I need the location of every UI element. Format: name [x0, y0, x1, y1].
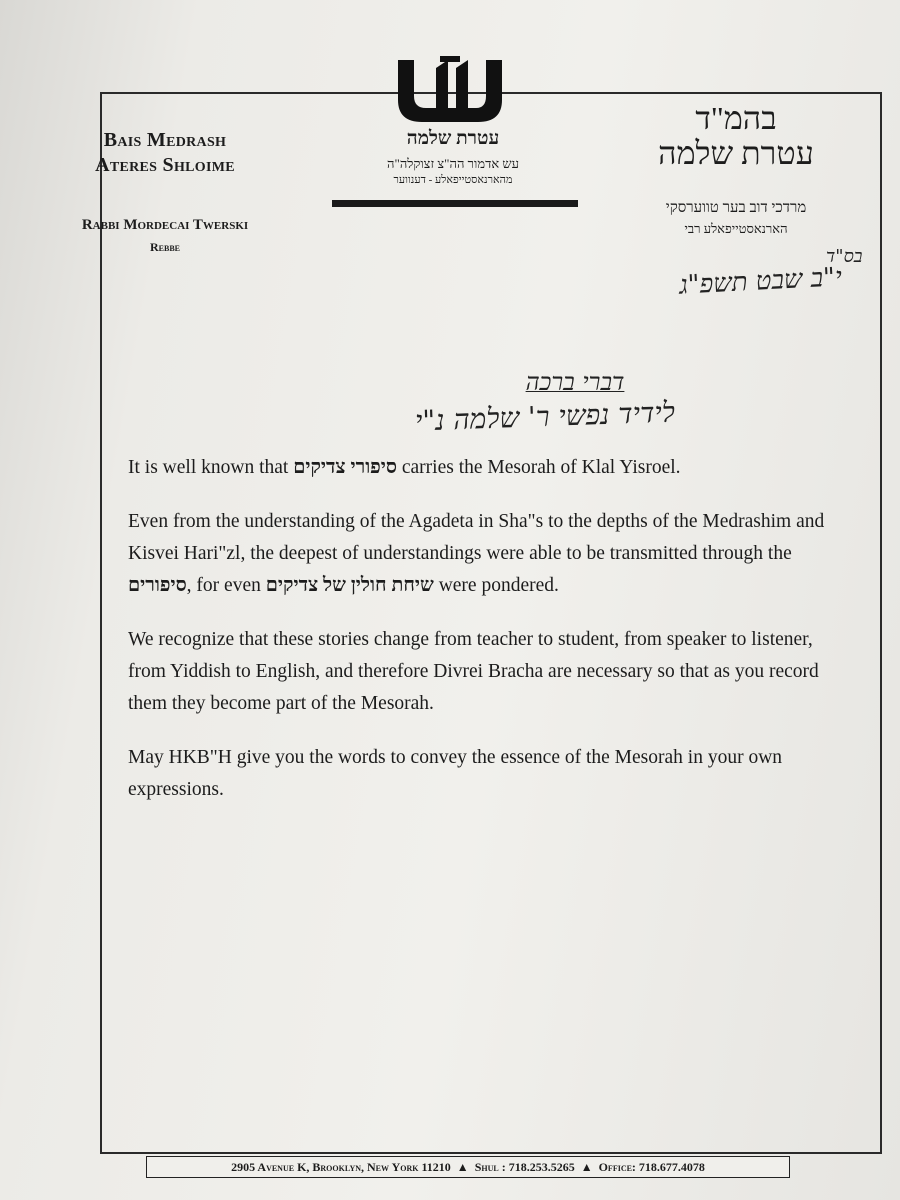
letterhead-center [328, 128, 578, 186]
letterhead-right [620, 100, 852, 237]
footer-contact-bar [146, 1156, 790, 1178]
footer-address: 2905 Avenue K, Brooklyn, New York 11210 [231, 1159, 451, 1174]
letterhead-left [60, 128, 270, 255]
handwritten-dedication: לידיד נפשי ר' שלמה נ"י [414, 395, 676, 438]
header-divider-bar [332, 200, 578, 207]
p1-text-a: It is well known that [128, 457, 294, 478]
p2-hebrew-1: סיפורים [128, 575, 187, 596]
handwritten-heading: דברי ברכה [525, 368, 625, 396]
center-subtitle-1: עש אדמור הה"צ זצוקלה"ה [387, 156, 519, 171]
paragraph-3: We recognize that these stories change from teacher to student, from speaker to listener, from Yiddish to English, and therefore Divrei Bracha are necessary so that as you record them they become part of the Mesorah. [128, 629, 819, 714]
paragraph-2 [128, 506, 840, 602]
center-title: עטרת שלמה [406, 128, 500, 149]
rabbi-title: Rebbe [149, 240, 180, 254]
footer-separator: ▲ [580, 1159, 593, 1174]
handwritten-date: י"ב שבט תשפ"ג [678, 262, 843, 301]
paragraph-4: May HKB"H give you the words to convey the essence of the Mesorah in your own expressions. [128, 747, 783, 800]
center-subtitle-2: מהארנאסטייפאלע - דענווער [393, 174, 513, 186]
right-subtitle-1: מרדכי דוב בער טווערסקי [665, 200, 807, 216]
right-subtitle-2: הארנאסטייפאלע רבי [684, 221, 788, 236]
rabbi-name: Rabbi Mordecai Twerski [81, 217, 249, 233]
right-title-1: בהמ"ד [695, 100, 777, 136]
right-title-2: עטרת שלמה [658, 135, 814, 171]
letter-body [128, 452, 840, 828]
org-name-line1: Bais Medrash [103, 129, 227, 151]
paragraph-1 [128, 452, 840, 484]
p2-hebrew-2: שיחת חולין של צדיקים [265, 575, 434, 596]
footer-office-phone: Office: 718.677.4078 [598, 1159, 705, 1174]
p2-text-a: Even from the understanding of the Agadeta in Sha"s to the depths of the Medrashim and Kisvei Hari"zl, the deepest of understandings were able to be transmitted through the [128, 511, 825, 564]
footer-shul-phone: Shul : 718.253.5265 [474, 1159, 575, 1174]
p2-text-c: were pondered. [433, 575, 559, 596]
handwritten-mark: בס"ד [826, 246, 863, 267]
crown-logo-icon [390, 56, 510, 126]
p1-text-b: carries the Mesorah of Klal Yisroel. [397, 457, 681, 478]
p2-text-b: , for even [186, 575, 266, 596]
footer-separator: ▲ [456, 1159, 469, 1174]
org-name-line2: Ateres Shloime [95, 154, 235, 176]
p1-hebrew: סיפורי צדיקים [293, 457, 397, 478]
